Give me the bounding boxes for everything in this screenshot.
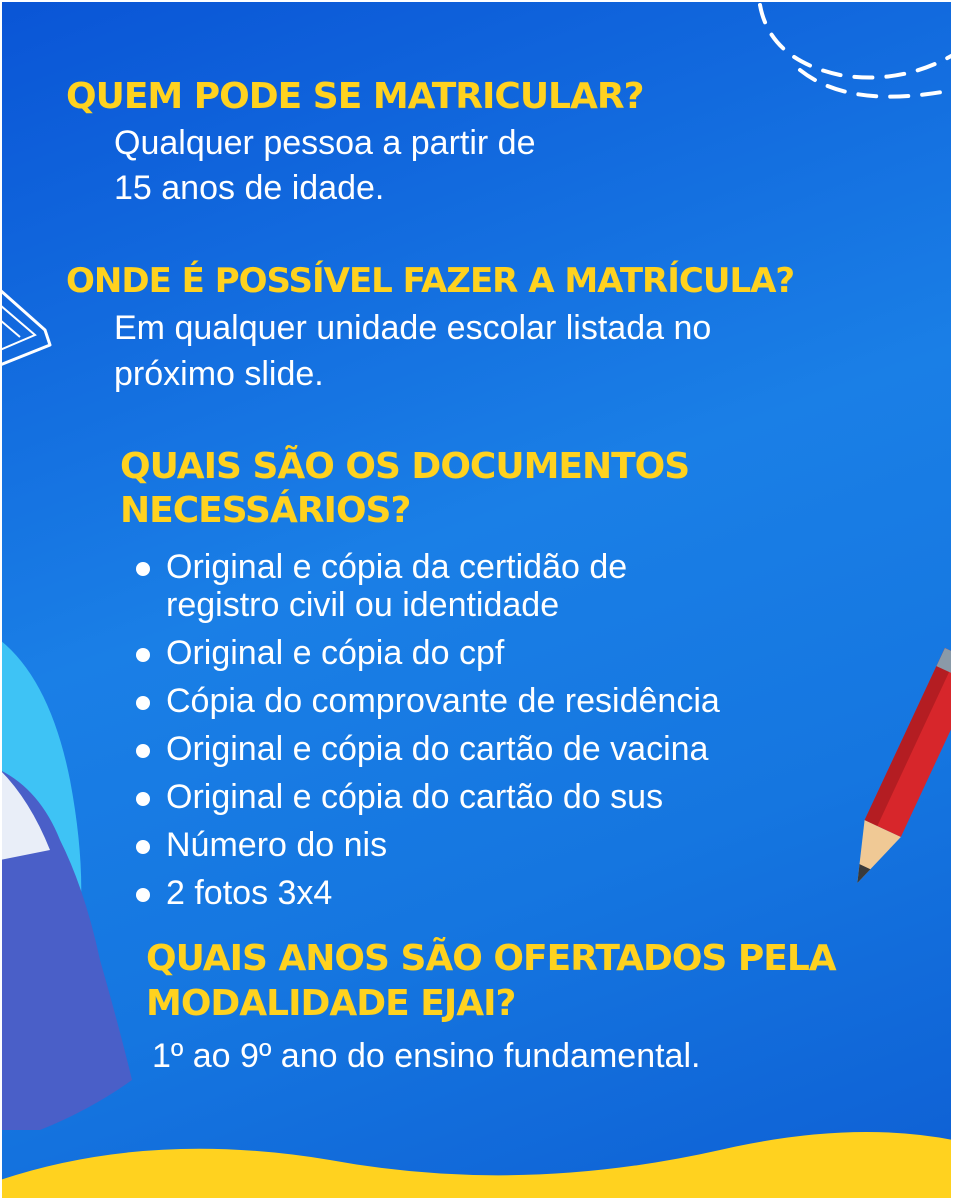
list-item: Original e cópia do cpf <box>128 634 720 672</box>
bullet-icon <box>136 888 150 902</box>
answer-who-can-enroll-line1: Qualquer pessoa a partir de <box>114 124 536 162</box>
bullet-icon <box>136 562 150 576</box>
pencil-icon <box>845 640 953 900</box>
heading-years-offered-line1: QUAIS ANOS SÃO OFERTADOS PELA <box>146 938 836 979</box>
list-item: Original e cópia do cartão do sus <box>128 778 720 816</box>
heading-where-to-enroll: ONDE É POSSÍVEL FAZER A MATRÍCULA? <box>66 261 795 301</box>
answer-where-to-enroll-line2: próximo slide. <box>114 355 324 393</box>
dashed-curve-decoration <box>740 0 953 120</box>
list-item: Original e cópia do cartão de vacina <box>128 730 720 768</box>
list-item: Número do nis <box>128 826 720 864</box>
list-item: Original e cópia da certidão de registro civil ou identidade <box>128 548 720 624</box>
bullet-icon <box>136 696 150 710</box>
answer-years-offered: 1º ao 9º ano do ensino fundamental. <box>152 1037 701 1075</box>
bullet-icon <box>136 648 150 662</box>
list-item: 2 fotos 3x4 <box>128 874 720 912</box>
notebook-sketch-icon <box>0 285 60 375</box>
heading-documents-line1: QUAIS SÃO OS DOCUMENTOS <box>120 446 690 487</box>
person-illustration <box>0 640 140 1130</box>
heading-who-can-enroll: QUEM PODE SE MATRICULAR? <box>66 76 644 117</box>
answer-where-to-enroll-line1: Em qualquer unidade escolar listada no <box>114 309 712 347</box>
bullet-icon <box>136 744 150 758</box>
heading-years-offered-line2: MODALIDADE EJAI? <box>146 983 516 1024</box>
heading-documents-line2: NECESSÁRIOS? <box>120 490 411 531</box>
wave-decoration <box>0 1110 953 1200</box>
documents-list <box>128 548 720 922</box>
bullet-icon <box>136 792 150 806</box>
list-item: Cópia do comprovante de residência <box>128 682 720 720</box>
answer-who-can-enroll-line2: 15 anos de idade. <box>114 169 385 207</box>
bullet-icon <box>136 840 150 854</box>
